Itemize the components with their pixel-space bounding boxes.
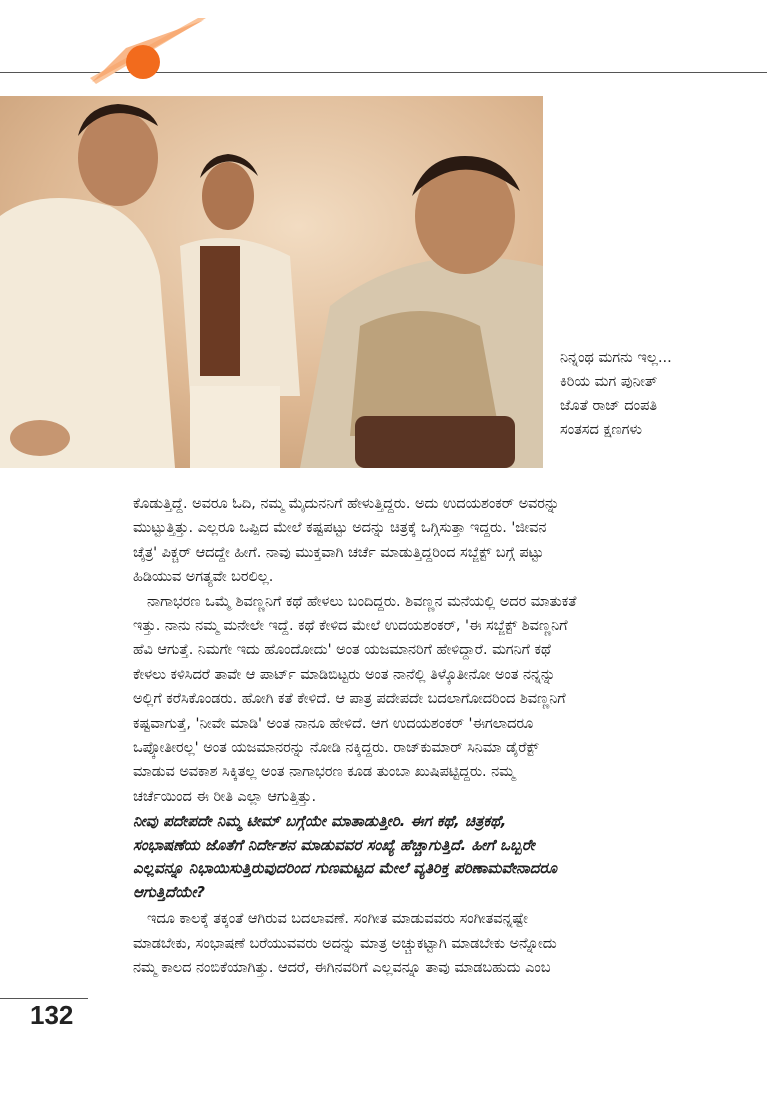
text-line: ಇದೂ ಕಾಲಕ್ಕೆ ತಕ್ಕಂತೆ ಆಗಿರುವ ಬದಲಾವಣೆ. ಸಂಗೀತ ಮಾಡುವವರು ಸಂಗೀತವನ್ನಷ್ಟೇ (147, 911, 528, 928)
question-line: ಸಂಭಾಷಣೆಯ ಜೊತೆಗೆ ನಿರ್ದೇಶನ ಮಾಡುವವರ ಸಂಖ್ಯೆ ಹೆಚ್ಚಾಗುತ್ತಿದೆ. ಹೀಗೆ ಒಬ್ಬರೇ (133, 835, 535, 854)
text-line: ಚೈತ್ರ' ಪಿಕ್ಚರ್ ಆದದ್ದೇ ಹೀಗೆ. ನಾವು ಮುಕ್ತವಾಗಿ ಚರ್ಚೆ ಮಾಡುತ್ತಿದ್ದರಿಂದ ಸಬ್ಜೆಕ್ಟ್ ಬಗ್ಗೆ ಪಟ್ಟು (133, 544, 544, 561)
text-line: ಕೊಡುತ್ತಿದ್ದೆ. ಅವರೂ ಓದಿ, ನಮ್ಮ ಮೈದುನನಿಗೆ ಹೇಳುತ್ತಿದ್ದರು. ಅದು ಉದಯಶಂಕರ್ ಅವರನ್ನು (133, 496, 560, 512)
caption-line: ನಿನ್ನಂಥ ಮಗನು ಇಲ್ಲ... (560, 350, 672, 366)
text-line: ನಾಗಾಭರಣ ಒಮ್ಮೆ ಶಿವಣ್ಣನಿಗೆ ಕಥೆ ಹೇಳಲು ಬಂದಿದ್ದರು. ಶಿವಣ್ಣನ ಮನೆಯಲ್ಲಿ ಅದರ ಮಾತುಕತೆ (147, 593, 577, 610)
text-line: ಮಾಡಬೇಕು, ಸಂಭಾಷಣೆ ಬರೆಯುವವರು ಅದನ್ನು ಮಾತ್ರ ಅಚ್ಚುಕಟ್ಟಾಗಿ ಮಾಡಬೇಕು ಅನ್ನೋದು (133, 935, 557, 952)
page-number: 132 (30, 1000, 74, 1030)
paragraph-2 (133, 590, 729, 810)
text-line: ಕೇಳಲು ಕಳಿಸಿದರೆ ತಾವೇ ಆ ಪಾರ್ಟ್ ಮಾಡಿಬಿಟ್ಟರು ಅಂತ ನಾನೆಲ್ಲಿ ತಿಳ್ಕೊತೀನೋ ಅಂತ ನನ್ನನ್ನು (133, 666, 556, 683)
footer-rule (0, 998, 88, 999)
text-line: ನಮ್ಮ ಕಾಲದ ನಂಬಿಕೆಯಾಗಿತ್ತು. ಆದರೆ, ಈಗಿನವರಿಗೆ ಎಲ್ಲವನ್ನೂ ತಾವು ಮಾಡಬಹುದು ಎಂಬ (133, 960, 551, 977)
text-line: ಒಪ್ಕೋತೀರಲ್ಲ' ಅಂತ ಯಜಮಾನರನ್ನು ನೋಡಿ ನಕ್ಕಿದ್ದರು. ರಾಜ್‌ಕುಮಾರ್ ಸಿನಿಮಾ ಡೈರೆಕ್ಟ್ (133, 739, 539, 756)
orange-accent-logo (86, 18, 206, 86)
question-line: ಎಲ್ಲವನ್ನೂ ನಿಭಾಯಿಸುತ್ತಿರುವುದರಿಂದ ಗುಣಮಟ್ಟದ ಮೇಲೆ ವ್ಯತಿರಿಕ್ತ ಪರಿಣಾಮವೇನಾದರೂ (133, 859, 557, 878)
paragraph-1 (133, 492, 729, 590)
caption-line: ಜೊತೆ ರಾಜ್ ದಂಪತಿ (560, 398, 658, 414)
text-line: ಚರ್ಚೆಯಿಂದ ಈ ರೀತಿ ಎಲ್ಲಾ ಆಗುತ್ತಿತ್ತು. (133, 788, 317, 805)
caption-line: ಕಿರಿಯ ಮಗ ಪುನೀತ್ (560, 374, 658, 390)
text-line: ಮುಟ್ಟುತ್ತಿತ್ತು. ಎಲ್ಲರೂ ಒಪ್ಪಿದ ಮೇಲೆ ಕಷ್ಟಪಟ್ಟು ಅದನ್ನು ಚಿತ್ರಕ್ಕೆ ಒಗ್ಗಿಸುತ್ತಾ ಇದ್ದರು. 'ಜೀವನ (133, 520, 547, 537)
family-photo (0, 96, 543, 468)
text-line: ಹೆವಿ ಆಗುತ್ತೆ. ನಿಮಗೇ ಇದು ಹೊಂದೋದು' ಅಂತ ಯಜಮಾನರಿಗೆ ಹೇಳಿದ್ದಾರೆ. ಮಗನಿಗೆ ಕಥೆ (133, 642, 551, 659)
text-line: ಇತ್ತು. ನಾನು ನಮ್ಮ ಮನೇಲೇ ಇದ್ದೆ. ಕಥೆ ಕೇಳಿದ ಮೇಲೆ ಉದಯಶಂಕರ್, 'ಈ ಸಬ್ಜೆಕ್ಟ್ ಶಿವಣ್ಣನಿಗೆ (133, 617, 568, 634)
photo-caption (560, 346, 760, 442)
text-line: ಹಿಡಿಯುವ ಅಗತ್ಯವೇ ಬರಲಿಲ್ಲ. (133, 569, 274, 586)
article-body (133, 492, 729, 981)
text-line: ಮಾಡುವ ಅವಕಾಶ ಸಿಕ್ಕಿತಲ್ಲ ಅಂತ ನಾಗಾಭರಣ ಕೂಡ ತುಂಬಾ ಖುಷಿಪಟ್ಟಿದ್ದರು. ನಮ್ಮ (133, 764, 515, 781)
interview-answer (133, 907, 729, 980)
interview-question (133, 810, 729, 904)
text-line: ಕಷ್ಟವಾಗುತ್ತೆ, 'ನೀವೇ ಮಾಡಿ' ಅಂತ ನಾನೂ ಹೇಳಿದೆ. ಆಗ ಉದಯಶಂಕರ್ 'ಈಗಲಾದರೂ (133, 715, 534, 732)
question-line: ಆಗುತ್ತಿದೆಯೇ? (133, 882, 205, 901)
text-line: ಅಲ್ಲಿಗೆ ಕರೆಸಿಕೊಂಡರು. ಹೋಗಿ ಕತೆ ಕೇಳಿದೆ. ಆ ಪಾತ್ರ ಪದೇಪದೇ ಬದಲಾಗೋದರಿಂದ ಶಿವಣ್ಣನಿಗೆ (133, 691, 566, 708)
question-line: ನೀವು ಪದೇಪದೇ ನಿಮ್ಮ ಟೀಮ್ ಬಗ್ಗೆಯೇ ಮಾತಾಡುತ್ತೀರಿ. ಈಗ ಕಥೆ, ಚಿತ್ರಕಥೆ, (133, 812, 507, 831)
caption-line: ಸಂತಸದ ಕ್ಷಣಗಳು (560, 422, 642, 438)
